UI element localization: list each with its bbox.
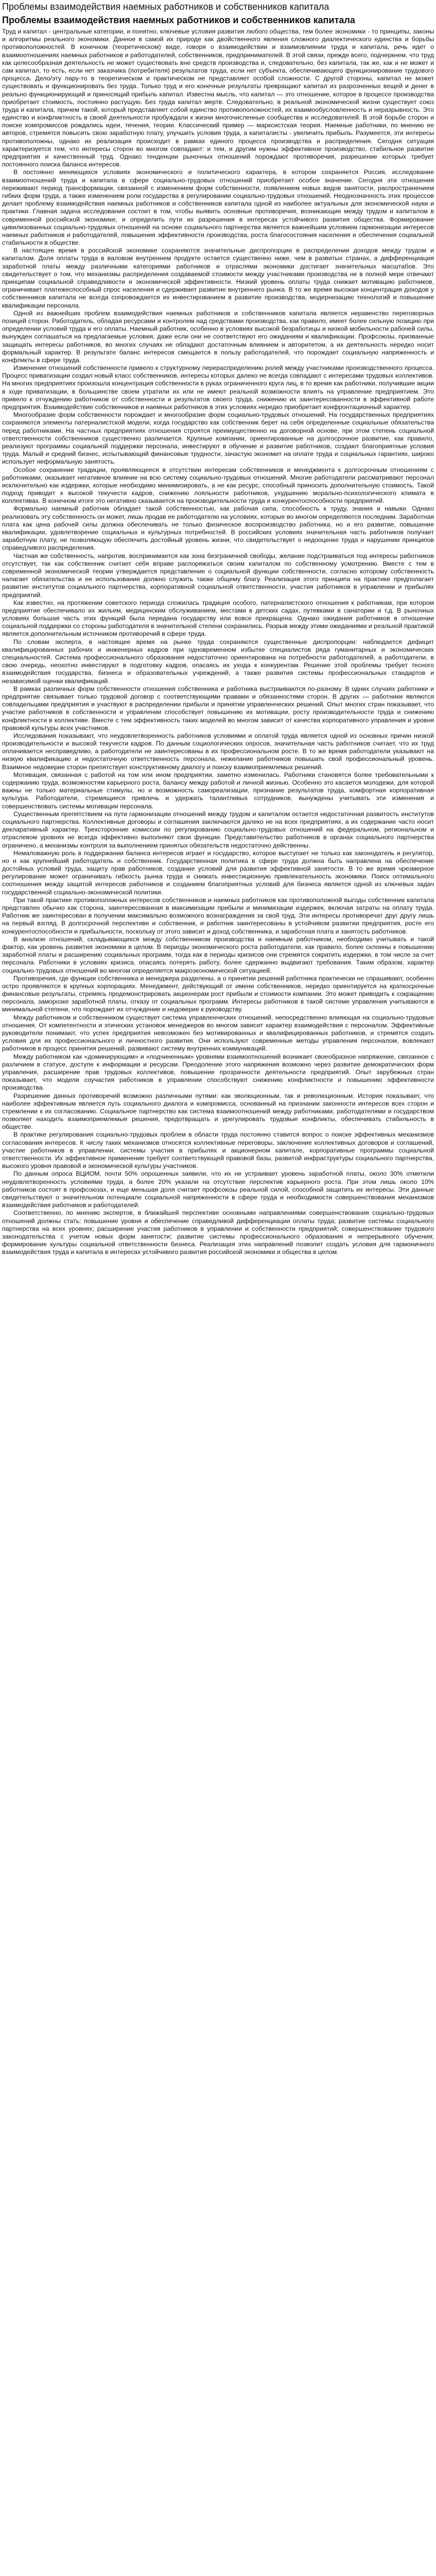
article-paragraph: В рамках различных форм собственности отношения собственника и работника выстраиваются по-разному. В одних случаях работники и предприятие связывает только трудовой договор с соответствующими правами и обязанностями сторон. В других — работники являются совладельцами предприятия и участвуют в распределении прибыли и принятии управленческих решений. Опыт многих стран показывает, что участие работников в собственности и управлении способствует повышению их мотивации, росту производительности труда и снижению конфликтности в коллективе. Вместе с тем эффективность таких моделей во многом зависит от качества корпоративного управления и уровня правовой культуры всех участников. — [2, 685, 434, 732]
article-paragraph: Между работником как «доминирующим» и «подчиненным» уровнями взаимоотношений возникает своеобразное напряжение, связанное с различием в статусе, доступе к информации и ресурсам. Преодоление этого напряжения возможно через развитие демократических форм управления, расширение прав трудовых коллективов, повышение прозрачности деятельности предприятий. Опыт зарубежных стран показывает, что модели соучастия работников в управлении способствуют снижению конфликтности и повышению эффективности производства. — [2, 1053, 434, 1092]
article-paragraph: При такой практике противоположных интересов собственников и наемных работников как противоположной выгоды собственник капитала представлен обычно как сторона, заинтересованная в максимизации прибыли и минимизации издержек, включая затраты на оплату труда. Работник же заинтересован в получении максимально возможного вознаграждения за свой труд. Эти интересы противоречат друг другу лишь на первый взгляд. В долгосрочной перспективе и собственник, и работник заинтересованы в устойчивом развитии предприятия, росте его конкурентоспособности и прибыльности, поскольку от этого зависит и доход собственника, и заработная плата и занятость работников. — [2, 896, 434, 935]
article-paragraph: Одной из важнейших проблем взаимодействия наемных работников и собственников капитала является неравенство переговорных позиций сторон. Работодатель, обладая ресурсами и контролем над средствами производства, как правило, имеет более сильную позицию при определении условий труда и его оплаты. Наемный работник, особенно в условиях высокой безработицы и низкой мобильности рабочей силы, вынужден соглашаться на предлагаемые условия, даже если они не соответствуют его ожиданиям и квалификации. Профсоюзы, призванные защищать интересы работников, во многих случаях не обладают достаточным влиянием и авторитетом, а их деятельность нередко носит формальный характер. В результате баланс интересов смещается в пользу работодателей, что порождает социальную напряженность и конфликты в сфере труда. — [2, 309, 434, 364]
article-paragraph: В анализе отношений, складывающихся между собственником производства и наемным работником, необходимо учитывать и такой фактор, как уровень развития экономики в целом. В периоды экономического роста работодатели, как правило, более склонны к повышению заработной платы и расширению социальных программ, тогда как в периоды кризисов они стремятся сократить издержки, в том числе за счет персонала. Работники в условиях кризиса, опасаясь потерять работу, более сдержанно выдвигают требования. Таким образом, характер социально-трудовых отношений во многом определяется макроэкономической ситуацией. — [2, 935, 434, 974]
article-body — [2, 28, 434, 1256]
article-paragraph: В настоящее время в российской экономике сохраняются значительные диспропорции в распределении доходов между трудом и капиталом. Доля оплаты труда в валовом внутреннем продукте остается существенно ниже, чем в развитых странах, а дифференциация заработной платы между различными категориями работников и отраслями экономики достигает значительных масштабов. Это свидетельствует о том, что механизмы распределения создаваемой стоимости между участниками производства не в полной мере отвечают принципам социальной справедливости и экономической эффективности. Низкий уровень оплаты труда снижает мотивацию работников, ограничивает платежеспособный спрос населения и сдерживает развитие внутреннего рынка. В то же время высокая концентрация доходов у собственников капитала не всегда сопровождается их инвестированием в развитие производства, модернизацию технологий и повышение квалификации персонала. — [2, 247, 434, 309]
article-paragraph: Формально наемный работник обладает такой собственностью, как рабочая сила, способность к труду, знания и навыки. Однако реализовать эту собственность он может, лишь продав ее работодателю на условиях, которые во многом определяются последним. Заработная плата как цена рабочей силы должна обеспечивать не только физическое воспроизводство работника, но и его развитие, повышение квалификации, удовлетворение социальных и культурных потребностей. В российских условиях значительная часть работников получает заработную плату, не позволяющую обеспечить достойный уровень жизни, что свидетельствует о недооценке труда и нарушении принципов справедливого распределения. — [2, 505, 434, 552]
article-paragraph: Немаловажную роль в поддержании баланса интересов играет и государство, которое выступает не только как законодатель и регулятор, но и как крупнейший работодатель и собственник. Государственная политика в сфере труда должна быть направлена на обеспечение достойных условий труда, защиту прав работников, создание условий для развития эффективной занятости. В то же время чрезмерное регулирование может ограничивать гибкость рынка труда и снижать инвестиционную привлекательность экономики. Поиск оптимального соотношения между защитой интересов работников и созданием благоприятных условий для бизнеса является одной из ключевых задач государственной социально-экономической политики. — [2, 849, 434, 896]
article-paragraph: Частная же собственность, напротив, воспринимается как зона безграничной свободы, желание подстраиваться под интересы работников отсутствует, так как собственник считает себя вправе распоряжаться своим капиталом по собственному усмотрению. Вместе с тем в современной экономической теории утверждается представление о социальной функции собственности, согласно которому собственность налагает обязательства и ее использование должно служить также общему благу. Реализация этого принципа на практике предполагает развитие институтов социального партнерства, корпоративной социальной ответственности, участия работников в управлении и прибылях предприятий. — [2, 552, 434, 599]
article-paragraph: По данным опроса ВЦИОМ, почти 50% опрошенных заявили, что их не устраивает уровень заработной платы, около 30% отметили неудовлетворенность условиями труда, а более 20% указали на отсутствие перспектив карьерного роста. При этом лишь около 10% работников состоят в профсоюзах, и еще меньшая доля считает профсоюзы реальной силой, способной защитить их интересы. Эти данные свидетельствуют о значительном потенциале социальной напряженности в сфере труда и необходимости совершенствования механизмов взаимодействия работников и работодателей. — [2, 1170, 434, 1209]
article-paragraph: Многообразие форм собственности порождает и многообразие форм социально-трудовых отношений. На государственных предприятиях сохраняются элементы патерналистской модели, когда государство как собственник берет на себя определенные социальные обязательства перед работниками. На частных предприятиях отношения строятся преимущественно на договорной основе, при этом степень социальной ответственности собственников существенно различается. Крупные компании, ориентированные на долгосрочное развитие, как правило, реализуют программы социальной поддержки персонала, инвестируют в обучение и развитие работников, создают благоприятные условия труда. Малый и средний бизнес, испытывающий финансовые трудности, зачастую экономит на оплате труда и социальных гарантиях, широко использует неформальную занятость. — [2, 411, 434, 466]
article-paragraph: Существенным препятствием на пути гармонизации отношений между трудом и капиталом остается недостаточная развитость институтов социального партнерства. Коллективные договоры и соглашения заключаются далеко не на всех предприятиях, а их содержание часто носит декларативный характер. Трехсторонние комиссии по регулированию социально-трудовых отношений на федеральном, региональном и отраслевом уровнях не всегда эффективно выполняют свои функции. Представительство работников в органах социального партнерства ограничено, а механизмы контроля за выполнением принятых обязательств недостаточно действенны. — [2, 810, 434, 849]
article-paragraph: В практике регулирования социально-трудовых проблем в области труда постоянно ставится вопрос о поиске эффективных механизмов согласования интересов. К числу таких механизмов относятся коллективные переговоры, заключение коллективных договоров и соглашений, участие работников в управлении, системы участия в прибылях и акционерном капитале, корпоративные программы социальной ответственности. Их эффективное применение требует соответствующей правовой базы, развитой инфраструктуры социального партнерства, высокого уровня правовой и экономической культуры участников. — [2, 1131, 434, 1170]
document-title: Проблемы взаимодействия наемных работников и собственников капитала — [2, 2, 329, 12]
document-subtitle: Проблемы взаимодействия наемных работников и собственников капитала — [2, 15, 355, 25]
article-paragraph: Изменение отношений собственности привело к структурному перераспределению ролей между участниками производственного процесса. Процесс приватизации создал новый класс собственников, интересы которых далеко не всегда совпадают с интересами трудовых коллективов. На многих предприятиях произошла концентрация собственности в руках ограниченного круга лиц, в то время как работники, получившие акции в ходе приватизации, в большинстве своем утратили их или не имеют реальной возможности влиять на управление предприятием. Это привело к отчуждению работников от собственности и результатов своего труда, снижению их заинтересованности в эффективной работе предприятия. Взаимодействие собственников и наемных работников в этих условиях нередко приобретает конфронтационный характер. — [2, 364, 434, 411]
article-paragraph: Исследования показывают, что неудовлетворенность работников условиями и оплатой труда является одной из основных причин низкой производительности и высокой текучести кадров. По данным социологических опросов, значительная часть работников считает, что их труд оплачивается несправедливо, а работодатели не заинтересованы в их профессиональном росте. В то же время работодатели указывают на низкую квалификацию и недостаточную ответственность персонала, нежелание работников повышать свой профессиональный уровень. Взаимное недоверие сторон препятствует конструктивному диалогу и поиску взаимоприемлемых решений. — [2, 732, 434, 771]
article-paragraph: Между работником и собственником существует система управленческих отношений, непосредственно влияющая на социально-трудовые отношения. От компетентности и этических установок менеджеров во многом зависит характер взаимодействия с персоналом. Эффективные руководители понимают, что успех предприятия невозможен без мотивированных и квалифицированных работников, и стремятся создать условия для их профессионального и личностного развития. Они используют современные методы управления персоналом, вовлекают работников в процесс принятия решений, развивают систему внутренних коммуникаций. — [2, 1013, 434, 1053]
article-paragraph: Разрешение данных противоречий возможно различными путями: как эволюционным, так и революционным. История показывает, что наиболее эффективным является путь социального диалога и компромисса, основанный на признании законности интересов всех сторон и стремлении к их согласованию. Социальное партнерство как система взаимоотношений между работниками, работодателями и государством позволяет находить взаимоприемлемые решения, предотвращать и урегулировать трудовые конфликты, обеспечивать стабильность в обществе. — [2, 1092, 434, 1131]
article-paragraph: Соответственно, по мнению экспертов, в ближайшей перспективе основными направлениями совершенствования социально-трудовых отношений должны стать: повышение уровня и обеспечение справедливой дифференциации оплаты труда; развитие системы социального партнерства на всех уровнях; расширение участия работников в управлении и собственности предприятий; совершенствование трудового законодательства с учетом новых форм занятости; развитие системы профессионального образования и непрерывного обучения; формирование культуры социальной ответственности бизнеса. Реализация этих направлений позволит создать условия для гармоничного взаимодействия труда и капитала в интересах устойчивого развития российской экономики и общества в целом. — [2, 1209, 434, 1256]
article-paragraph: Особое сохранение традиции, проявляющееся в отсутствии интересам собственников и менеджмента к долгосрочным отношениям с работниками, оказывает негативное влияние на всю систему социально-трудовых отношений. Многие работодатели рассматривают персонал исключительно как издержки, которые необходимо минимизировать, а не как ресурс, способный приносить дополнительную стоимость. Такой подход приводит к высокой текучести кадров, снижению лояльности работников, ухудшению морально-психологического климата в коллективах. В конечном итоге это негативно сказывается на производительности труда и конкурентоспособности предприятий. — [2, 466, 434, 505]
article-paragraph: По словам эксперта, в настоящее время на рынке труда сохраняются существенные диспропорции: наблюдается дефицит квалифицированных рабочих и инженерных кадров при одновременном избытке специалистов ряда гуманитарных и экономических специальностей. Система профессионального образования недостаточно ориентирована на потребности работодателей, а работодатели, в свою очередь, неохотно инвестируют в подготовку кадров, опасаясь их ухода к конкурентам. Решение этой проблемы требует тесного взаимодействия государства, бизнеса и образовательных учреждений, а также развития системы профессиональных стандартов и независимой оценки квалификаций. — [2, 638, 434, 685]
article-paragraph: Как известно, на протяжении советского периода сложилась традиция особого, патерналистского отношения к работникам, при котором предприятие обеспечивало их жильем, медицинским обслуживанием, местами в детских садах, путевками в санатории и т.д. В рыночных условиях большая часть этих функций была передана государству или вовсе прекращена. Однако ожидания работников в отношении социальной поддержки со стороны работодателя в значительной степени сохранились. Разрыв между этими ожиданиями и реальной практикой является дополнительным источником противоречий в сфере труда. — [2, 599, 434, 638]
article-paragraph: Труд и капитал - центральные категории, и понятно, ключевые условия развития любого общества, тем более экономики - то принципы, законы и алгоритмы реального экономики. Данное в самой их природе как двойственного явления сложного диалектического единства и борьбы противоположностей. В конечном (теоретическом) виде, говоря о взаимодействии и взаимовлиянии труда и капитала, речь идет о взаимоотношениях наемных работников и работодателей, собственников, предпринимателей. В этой связи, прежде всего, подчеркнем, что труд как целесообразная деятельность не может существовать вне средств производства и, следовательно, без капитала, так же, как и не может и сам капитал, то есть, если нет заказчика (потребителя) результатов труда, если нет субъекта, обеспечивающего функционирование трудового процесса. Дело/эту пару-то в теоретическом и практическом не представляет особой сложности. С другой стороны, капитал не может существовать и функционировать без труда. Только труд и его конечные результаты превращают капитал из разрозненных вещей и денег в реально функционирующий и приносящий прибыль капитал. Известна мысль, что капитал — это отношение, которое в процессе производства приобретает стоимость, постоянно растущую. Без труда капитал мертв. Следовательно, в реальной экономической жизни существует союз труда и капитала, причем такой, который представляет собой единство противоположностей, их взаимообусловленность и неразрывность. Это единство и конфликтность в своей деятельности пробуждали к жизни многочисленные сообщества и исследователей. В этой борьбе сторон и поиске компромиссов рождались идеи, течения, теории. Классический пример — марксистская теория. Наемные работники, по мнению ее авторов, стремятся повысить свою заработную плату, улучшить условия труда, а капиталисты - увеличить прибыль. Разумеется, эти интересы противоположны, однако их реализация происходит в рамках единого процесса производства и распределения. Сегодня ситуация характеризуется тем, что интересы сторон во многом совпадают: и тем, и другим нужны эффективное производство, стабильное развитие предприятия и качественный труд. Однако тенденции рыночных отношений порождают противоречия, разрешение которых требует постоянного поиска баланса интересов. — [2, 28, 434, 168]
article-paragraph: Мотивация, связанная с работой на том или ином предприятии, заметно изменилась. Работники становятся более требовательными к содержанию труда, возможностям карьерного роста, балансу между работой и личной жизнью. Особенно это касается молодежи, для которой важны не только материальные стимулы, но и возможность самореализации, признание результатов труда, комфортная корпоративная культура. Работодатели, стремящиеся привлечь и удержать талантливых сотрудников, вынуждены учитывать эти изменения и совершенствовать системы мотивации персонала. — [2, 771, 434, 810]
article-paragraph: Противоречия, где функции собственника и менеджера разделены, а о принятии решений работника практически не спрашивают, особенно остро проявляются в крупных корпорациях. Менеджмент, действующий от имени собственников, нередко ориентируется на краткосрочные финансовые результаты, стремясь продемонстрировать акционерам рост прибыли и стоимости компании. Это может приводить к сокращению персонала, заморозке заработной платы, отказу от социальных программ. Интересы работников в такой системе управления учитываются в минимальной степени, что порождает их отчуждение и недоверие к руководству. — [2, 974, 434, 1013]
article-paragraph: В постоянно меняющихся условиях экономического и политического характера, в котором сохраняется Россия, исследование взаимоотношений труда и капитала в сфере социально-трудовых отношений приобретает особое значение. Сегодня эти отношения переживают период трансформации, связанной с изменением форм собственности, появлением новых видов занятости, распространением гибких форм труда, а также изменением роли государства в регулировании социально-трудовых отношений. Неоднозначность этих процессов делает проблему взаимодействия наемных работников и собственников капитала одной из наиболее актуальных для экономической науки и практики. Главная задача исследования состоит в том, чтобы выявить основные противоречия, возникающие между трудом и капиталом в современной российской экономике, и определить пути их разрешения в интересах устойчивого развития общества. Формирование цивилизованных социально-трудовых отношений на основе социального партнерства является важнейшим условием гармонизации интересов наемных работников и работодателей, повышения эффективности производства, роста благосостояния населения и обеспечения социальной стабильности в обществе. — [2, 168, 434, 247]
